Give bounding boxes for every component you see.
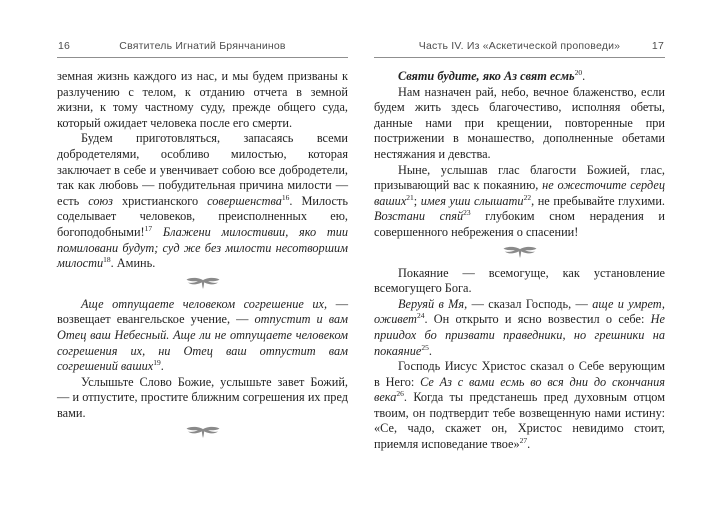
footnote-reference: 21: [406, 192, 414, 202]
footnote-reference: 27: [519, 435, 528, 445]
footnote-reference: 25: [421, 342, 429, 352]
footnote-reference: 20: [574, 67, 583, 77]
footnote-reference: 17: [144, 223, 153, 233]
text-segment: Ныне, услышав глас благости Божией, глас, призывающий вас к покаянию,: [374, 162, 665, 193]
text-segment: .: [527, 437, 531, 452]
text-segment: .: [160, 359, 164, 374]
page-body-right: [374, 58, 665, 453]
text-segment: Услышьте Слово Божие, услышьте завет Божий, — и отпустите, простите ближним согрешения их пред вами.: [57, 374, 348, 420]
text-segment: ;: [413, 193, 421, 208]
paragraph: [57, 69, 348, 131]
footnote-reference: 23: [463, 208, 471, 218]
footnote-reference: 16: [281, 192, 290, 202]
text-segment: Веруяй в Мя,: [398, 296, 468, 311]
text-segment: имея уши слышати: [420, 193, 524, 208]
text-segment: . Он открыто и ясно возвестил о себе:: [424, 312, 651, 327]
text-segment: Покаяние — всемогуще, как установление всемогущего Бога.: [374, 265, 665, 296]
footnote-reference: 22: [523, 192, 532, 202]
text-segment: . Когда ты предстанешь пред духовным отцом твоим, он подтвердит тебе возвещенную нами истину: «Се, чадо, скажет он, Христос невидимо стоит, приемля исповедание твое»: [374, 390, 665, 452]
running-head-left: [57, 40, 348, 58]
page-number-left: 16: [58, 40, 71, 52]
paragraph: [374, 297, 665, 359]
text-segment: союз: [88, 193, 113, 208]
paragraph: [374, 163, 665, 241]
text-segment: Аще отпущаете человеком согрешение их,: [81, 296, 328, 311]
text-segment: Не приидох бо призвати праведники, но грешники на покаяние: [374, 312, 665, 358]
paragraph: [374, 266, 665, 297]
text-segment: глубоким сном нерадения и совершенного небрежения о спасении!: [374, 209, 665, 239]
text-segment: Се Аз с вами есмь во вся дни до скончания века: [374, 374, 665, 405]
running-head-title-left: Святитель Игнатий Брянчанинов: [119, 40, 286, 52]
text-segment: . Милость соделывает человеков, преисполненных ею, богоподобными!: [57, 193, 348, 239]
running-head-title-right: Часть IV. Из «Аскетической проповеди»: [418, 40, 621, 52]
footnote-reference: 24: [416, 311, 425, 321]
text-segment: — возвещает евангельское учение, —: [57, 296, 348, 327]
page-number-right: 17: [651, 40, 664, 52]
text-segment: Нам назначен рай, небо, вечное блаженство, если будем жить здесь благочестиво, исполняя обеты, данные нами при крещении, повторенные при пострижении в монашество, дополненные обетами нестяжания и девства.: [374, 84, 665, 161]
page-right: [374, 40, 665, 453]
footnote-reference: 26: [396, 389, 404, 399]
text-segment: не ожесточите сердец ваших: [374, 178, 665, 208]
text-segment: . Аминь.: [110, 256, 156, 271]
page-body-left: [57, 58, 348, 439]
text-segment: земная жизнь каждого из нас, и мы будем призваны к разлучению с телом, к отданию отчета в земной жизни, к тому частному суду, прежде общего суда, который ожидает человека после его смерти.: [57, 69, 348, 130]
text-segment: , не пребывайте глухими.: [531, 193, 665, 208]
text-segment: — сказал Господь, —: [467, 296, 593, 311]
text-segment: совершенства: [207, 193, 282, 208]
text-segment: Господь Иисус Христос сказал о Себе верующим в Него:: [374, 359, 665, 389]
section-divider-ornament-icon: [57, 277, 348, 290]
text-segment: Святи будите, яко Аз свят есмь: [398, 69, 575, 83]
text-segment: [152, 225, 163, 239]
section-divider-ornament-icon: [374, 246, 665, 259]
text-segment: отпустит и вам Отец ваш Небесный. Аще ли не отпущаете человеком согрешения их, ни Отец ваш отпустит вам согрешений ваших: [57, 312, 348, 374]
footnote-reference: 19: [153, 358, 161, 367]
text-segment: аще и умрет, оживет: [374, 296, 665, 327]
paragraph: [374, 85, 665, 163]
text-segment: Блажени милостивии, яко тии помиловани будут; суд же без милости несотворшим милости: [57, 224, 348, 271]
paragraph: [57, 131, 348, 271]
section-divider-ornament-icon: [57, 426, 348, 439]
text-segment: Возстани спяй: [374, 209, 464, 224]
text-segment: Будем приготовляться, запасаясь всеми добродетелями, особливо милостью, которая заключает в себе и увенчивает собою все добродетели, так как любовь — побудительная причина милости — есть: [57, 131, 348, 208]
text-segment: .: [428, 343, 432, 358]
paragraph: [57, 297, 348, 375]
footnote-reference: 18: [103, 255, 111, 265]
running-head-right: [374, 40, 665, 58]
paragraph: [374, 359, 665, 453]
text-segment: .: [582, 69, 586, 83]
paragraph: [57, 375, 348, 422]
page-left: [57, 40, 348, 446]
text-segment: христианского: [112, 193, 208, 208]
paragraph: [374, 69, 665, 85]
